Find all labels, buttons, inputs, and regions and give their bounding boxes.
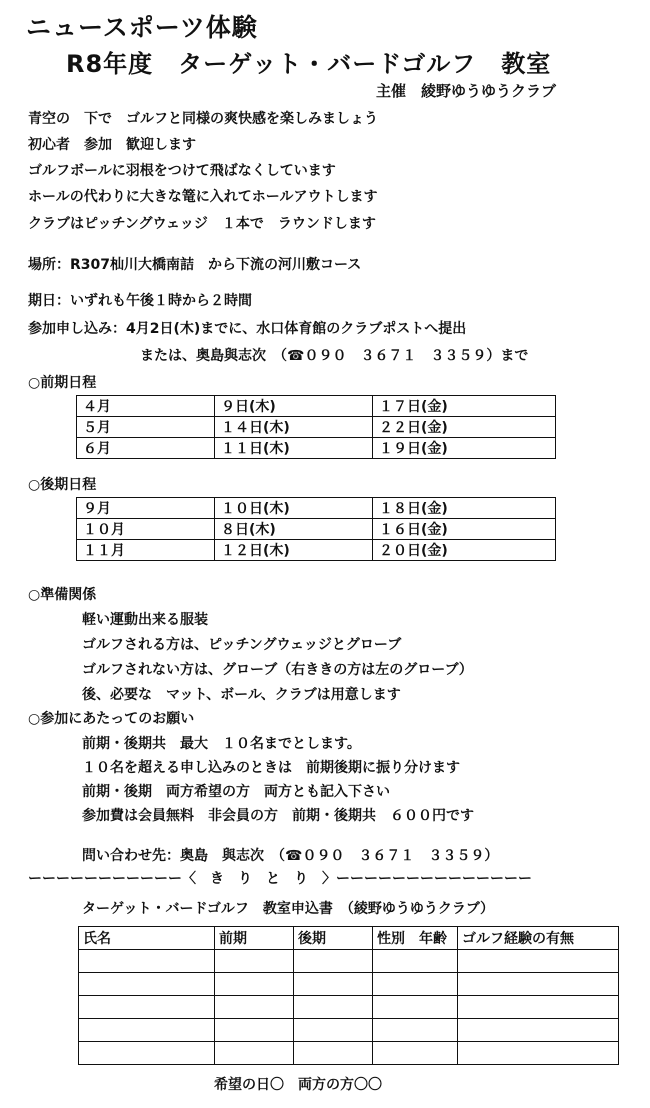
table-row <box>77 438 556 459</box>
first-term-field[interactable] <box>215 950 294 973</box>
request-item: 参加費は会員無料 非会員の方 前期・後期共 ６００円です <box>82 808 474 824</box>
golf-experience-field[interactable] <box>458 950 619 973</box>
friday-cell: １６日(金) <box>373 519 556 540</box>
thursday-cell: １４日(木) <box>215 417 373 438</box>
first-term-field[interactable] <box>215 1042 294 1065</box>
header-first-term: 前期 <box>215 927 294 950</box>
second-term-field[interactable] <box>294 950 373 973</box>
form-entry-row <box>79 996 619 1019</box>
intro-line: ゴルフボールに羽根をつけて飛ばなくしています <box>28 163 336 179</box>
second-term-field[interactable] <box>294 1042 373 1065</box>
second-term-heading: ○後期日程 <box>28 477 97 493</box>
name-field[interactable] <box>79 1019 215 1042</box>
friday-cell: ２０日(金) <box>373 540 556 561</box>
first-term-heading: ○前期日程 <box>28 375 97 391</box>
thursday-cell: ８日(木) <box>215 519 373 540</box>
table-row <box>77 417 556 438</box>
form-entry-row <box>79 1019 619 1042</box>
form-entry-row <box>79 1042 619 1065</box>
intro-line: 青空の 下で ゴルフと同様の爽快感を楽しみましょう <box>28 111 378 127</box>
organizer: 主催 綾野ゆうゆうクラブ <box>376 82 557 100</box>
application-form-table <box>78 926 619 1065</box>
golf-experience-field[interactable] <box>458 1019 619 1042</box>
month-cell: ６月 <box>77 438 215 459</box>
request-item: １０名を超える申し込みのときは 前期後期に振り分けます <box>82 760 460 776</box>
requests-heading: ○参加にあたってのお願い <box>28 711 195 727</box>
gender-age-field[interactable] <box>373 1019 458 1042</box>
name-field[interactable] <box>79 973 215 996</box>
month-cell: １０月 <box>77 519 215 540</box>
golf-experience-field[interactable] <box>458 1042 619 1065</box>
intro-line: ホールの代わりに大きな篭に入れてホールアウトします <box>28 189 378 205</box>
first-term-field[interactable] <box>215 996 294 1019</box>
month-cell: １１月 <box>77 540 215 561</box>
friday-cell: １８日(金) <box>373 498 556 519</box>
form-entry-row <box>79 973 619 996</box>
name-field[interactable] <box>79 996 215 1019</box>
friday-cell: １７日(金) <box>373 396 556 417</box>
first-term-field[interactable] <box>215 1019 294 1042</box>
name-field[interactable] <box>79 950 215 973</box>
preparation-item: ゴルフされない方は、グローブ（右ききの方は左のグローブ） <box>82 662 473 678</box>
intro-line: クラブはピッチングウェッジ １本で ラウンドします <box>28 216 376 232</box>
first-term-table <box>76 395 556 459</box>
application-alt: または、奥島與志次 （☎０９０ ３６７１ ３３５９）まで <box>140 348 529 364</box>
table-header-row <box>79 927 619 950</box>
venue: 場所：R307杣川大橋南詰 から下流の河川敷コース <box>28 257 362 273</box>
header-golf-experience: ゴルフ経験の有無 <box>458 927 619 950</box>
second-term-field[interactable] <box>294 973 373 996</box>
class-title: R8年度 ターゲット・バードゴルフ 教室 <box>66 50 552 78</box>
request-item: 前期・後期共 最大 １０名までとします。 <box>82 736 361 752</box>
thursday-cell: １０日(木) <box>215 498 373 519</box>
preparation-item: 軽い運動出来る服装 <box>82 612 208 628</box>
preparation-item: ゴルフされる方は、ピッチングウェッジとグローブ <box>82 637 402 653</box>
application-deadline: 参加申し込み：4月2日(木)までに、水口体育館のクラブポストへ提出 <box>28 321 467 337</box>
gender-age-field[interactable] <box>373 1042 458 1065</box>
thursday-cell: ９日(木) <box>215 396 373 417</box>
friday-cell: １９日(金) <box>373 438 556 459</box>
second-term-field[interactable] <box>294 996 373 1019</box>
second-term-field[interactable] <box>294 1019 373 1042</box>
month-cell: ９月 <box>77 498 215 519</box>
thursday-cell: １２日(木) <box>215 540 373 561</box>
request-item: 前期・後期 両方希望の方 両方とも記入下さい <box>82 784 390 800</box>
golf-experience-field[interactable] <box>458 996 619 1019</box>
first-term-field[interactable] <box>215 973 294 996</box>
contact: 問い合わせ先：奥島 與志次 （☎０９０ ３６７１ ３３５９） <box>82 848 499 864</box>
page-title: ニュースポーツ体験 <box>26 13 258 42</box>
period: 期日：いずれも午後１時から２時間 <box>28 293 252 309</box>
gender-age-field[interactable] <box>373 996 458 1019</box>
second-term-table <box>76 497 556 561</box>
table-row <box>77 396 556 417</box>
month-cell: ４月 <box>77 396 215 417</box>
table-row <box>77 540 556 561</box>
table-row <box>77 498 556 519</box>
form-footnote: 希望の日〇 両方の方〇〇 <box>214 1077 382 1093</box>
table-row <box>77 519 556 540</box>
header-gender-age: 性別 年齢 <box>373 927 458 950</box>
thursday-cell: １１日(木) <box>215 438 373 459</box>
gender-age-field[interactable] <box>373 973 458 996</box>
form-title: ターゲット・バードゴルフ 教室申込書 （綾野ゆうゆうクラブ） <box>82 901 495 917</box>
month-cell: ５月 <box>77 417 215 438</box>
golf-experience-field[interactable] <box>458 973 619 996</box>
header-name: 氏名 <box>79 927 215 950</box>
gender-age-field[interactable] <box>373 950 458 973</box>
preparation-item: 後、必要な マット、ボール、クラブは用意します <box>82 687 401 703</box>
cut-line: ーーーーーーーーーーー〈 き り と り 〉ーーーーーーーーーーーーーー <box>28 871 532 887</box>
preparation-heading: ○準備関係 <box>28 587 97 603</box>
intro-line: 初心者 参加 歓迎します <box>28 137 196 153</box>
header-second-term: 後期 <box>294 927 373 950</box>
friday-cell: ２２日(金) <box>373 417 556 438</box>
form-entry-row <box>79 950 619 973</box>
name-field[interactable] <box>79 1042 215 1065</box>
